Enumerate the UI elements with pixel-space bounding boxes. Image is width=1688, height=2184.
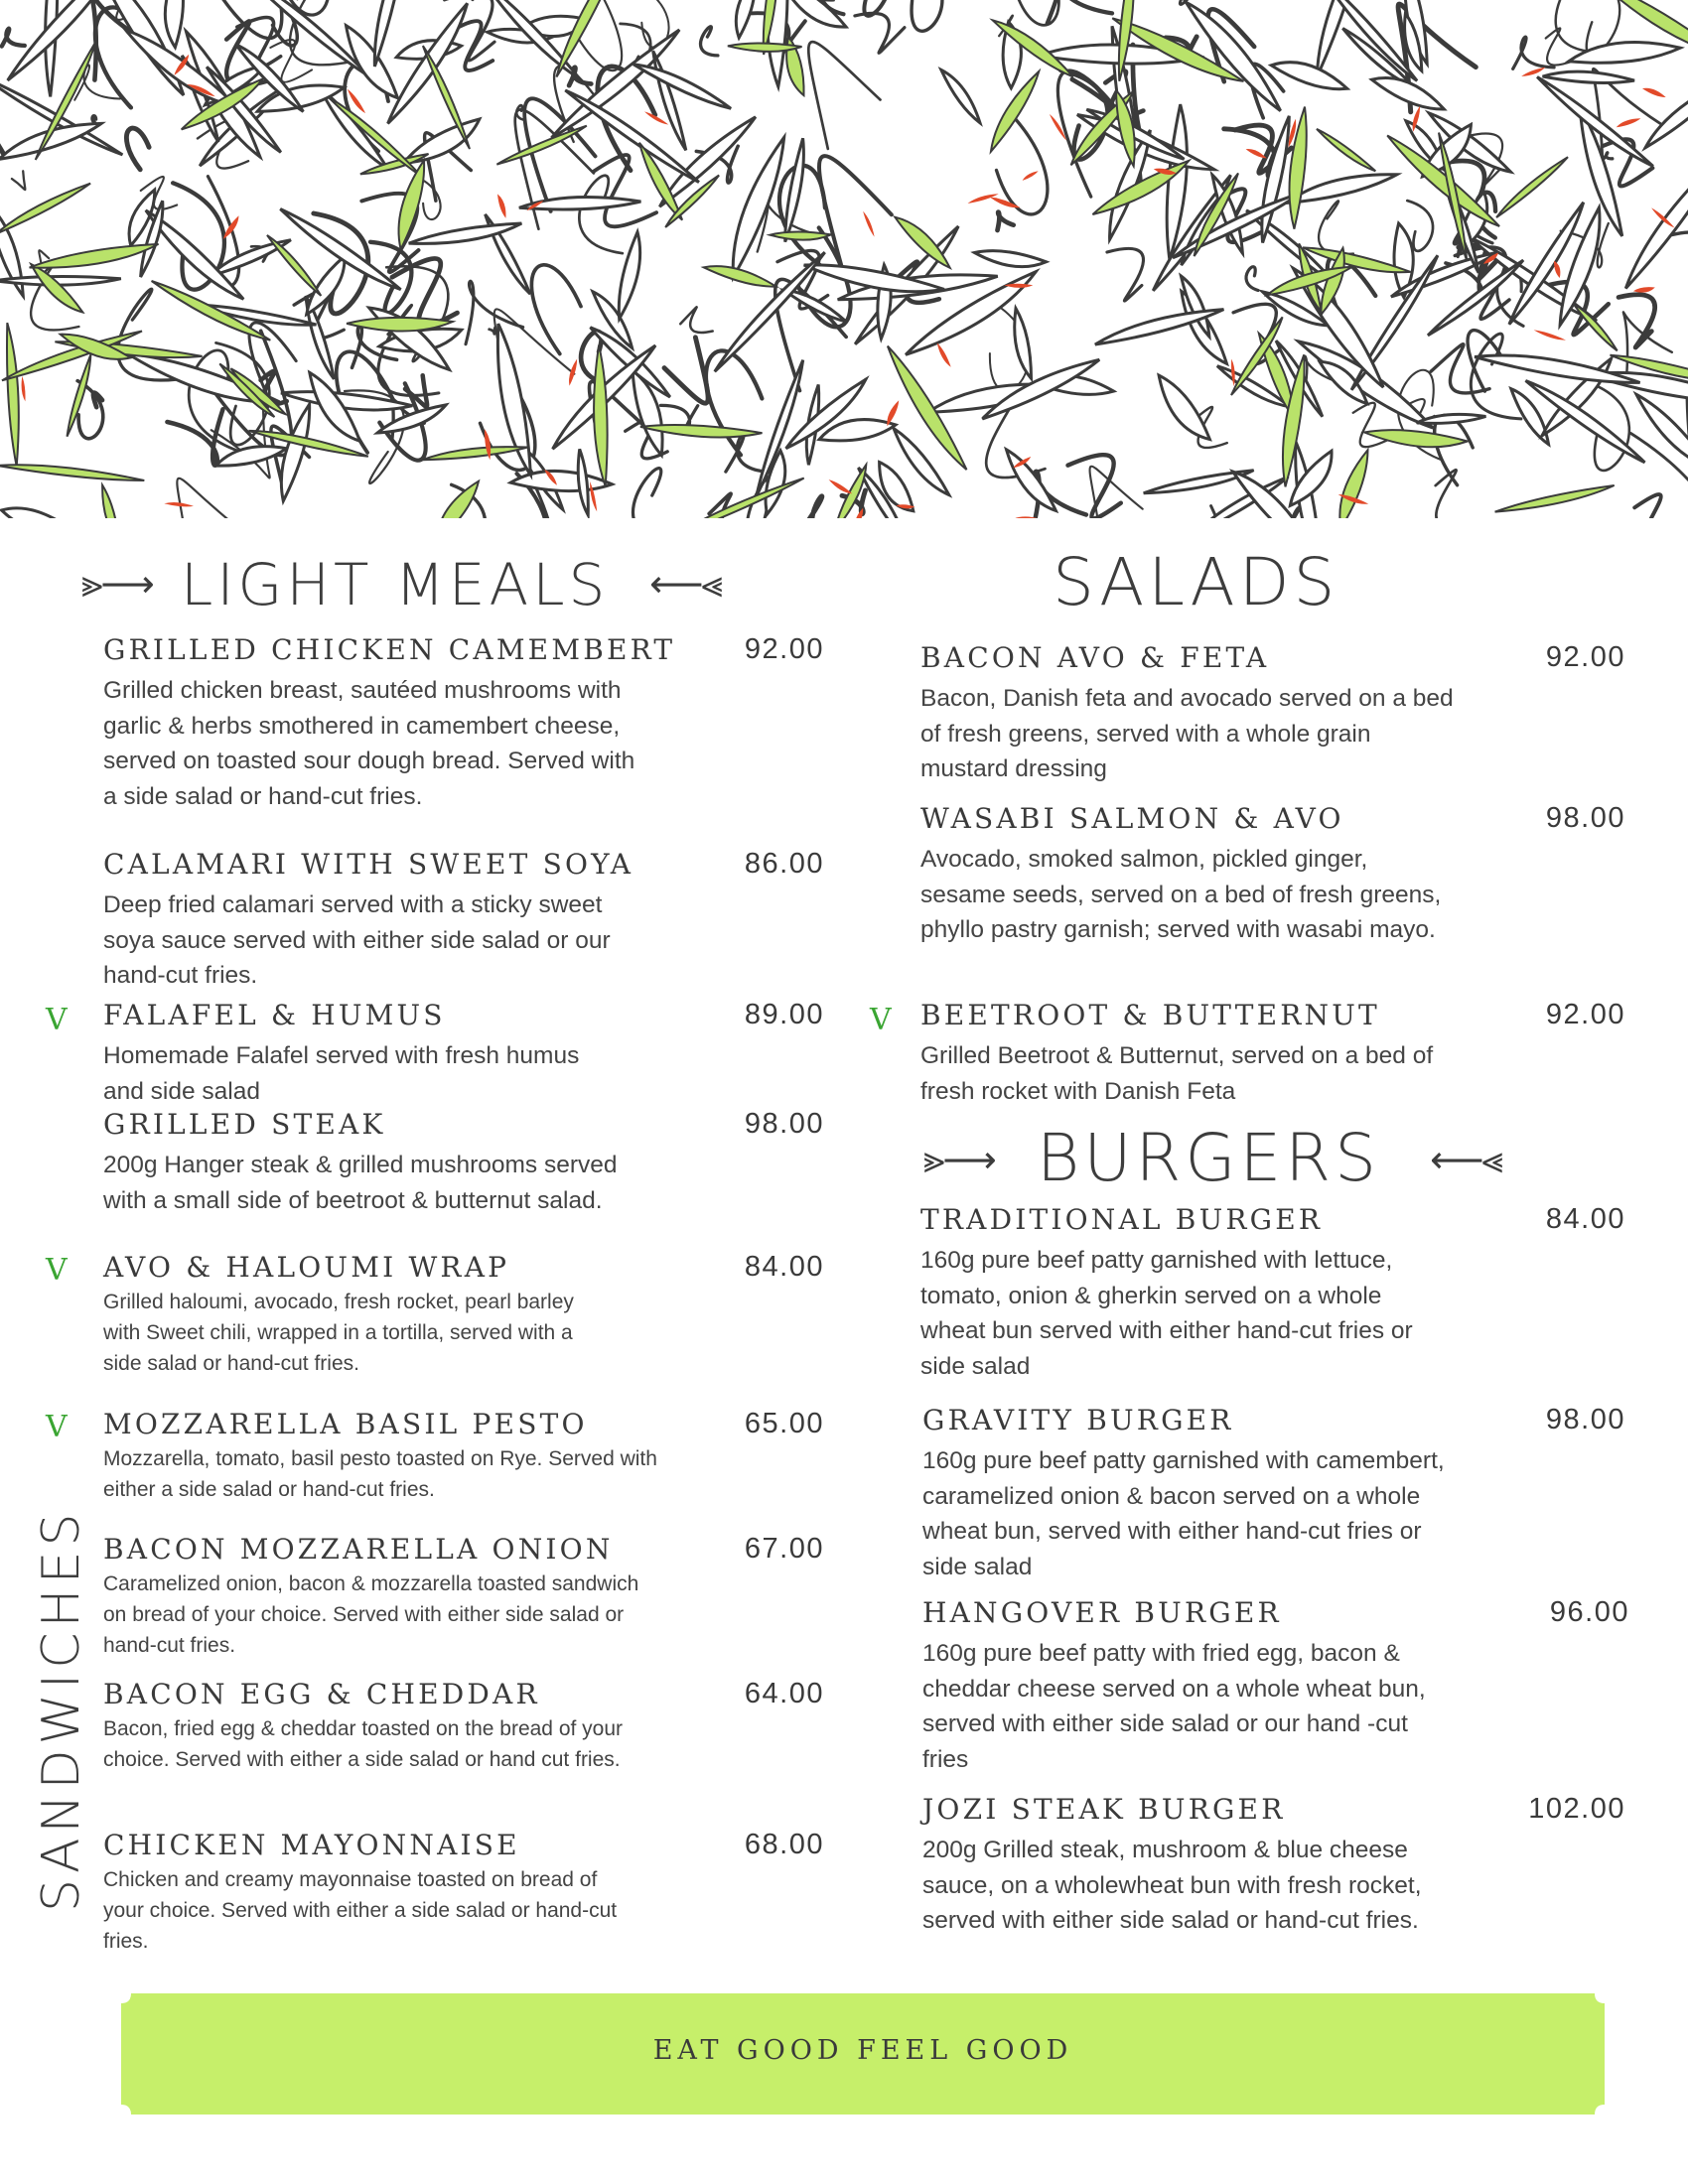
item-name: FALAFEL & HUMUS: [103, 999, 446, 1031]
item-name: HANGOVER BURGER: [922, 1596, 1282, 1629]
item-description: Deep fried calamari served with a sticky sweet soya sauce served with either side salad or our hand-cut fries.: [103, 891, 611, 989]
left-arrow-decoration: ⪢⟶: [81, 562, 153, 606]
item-name: CALAMARI WITH SWEET SOYA: [103, 848, 634, 881]
burgers-heading: BURGERS: [1037, 1120, 1380, 1196]
item-price: 92.00: [1545, 999, 1625, 1030]
item-name: MOZZARELLA BASIL PESTO: [103, 1408, 588, 1440]
item-description: Bacon, fried egg & cheddar toasted on the bread of your choice. Served with either a side salad or hand cut fries.: [103, 1717, 624, 1771]
item-price: 65.00: [744, 1408, 824, 1439]
vegetarian-badge: V: [46, 1003, 68, 1037]
leaf-pattern-banner: [0, 0, 1688, 520]
left-arrow-decoration: ⪢⟶: [923, 1138, 995, 1181]
item-price: 102.00: [1528, 1793, 1625, 1825]
item-name: WASABI SALMON & AVO: [920, 802, 1344, 835]
item-name: GRILLED STEAK: [103, 1108, 386, 1141]
salads-heading: SALADS: [1053, 544, 1339, 620]
item-price: 68.00: [744, 1829, 824, 1860]
item-description: 200g Grilled steak, mushroom & blue cheese sauce, on a wholewheat bun with fresh rocket, served with either side salad or hand-cut fries.: [922, 1837, 1422, 1934]
right-arrow-decoration: ⟵⪡: [1430, 1138, 1501, 1181]
vegetarian-badge: V: [46, 1410, 68, 1444]
item-price: 84.00: [1545, 1203, 1625, 1235]
item-description: Grilled chicken breast, sautéed mushrooms with garlic & herbs smothered in camembert cheese, served on toasted sour dough bread. Served with a side salad or hand-cut fries.: [103, 677, 635, 810]
footer-slogan: EAT GOOD FEEL GOOD: [652, 2035, 1073, 2066]
item-description: Avocado, smoked salmon, pickled ginger, sesame seeds, served on a bed of fresh greens, phyllo pastry garnish; served with wasabi mayo.: [920, 846, 1442, 943]
sandwiches-section-label: SANDWICHES: [32, 1508, 91, 1912]
item-name: BACON MOZZARELLA ONION: [103, 1533, 614, 1566]
item-name: TRADITIONAL BURGER: [920, 1203, 1324, 1236]
item-name: BEETROOT & BUTTERNUT: [920, 999, 1380, 1031]
item-price: 67.00: [744, 1533, 824, 1565]
item-price: 98.00: [744, 1108, 824, 1140]
item-price: 98.00: [1545, 802, 1625, 834]
item-description: 160g pure beef patty garnished with lettuce, tomato, onion & gherkin served on a whole wheat bun served with either hand-cut fries or side salad: [920, 1247, 1413, 1380]
item-description: 160g pure beef patty garnished with camembert, caramelized onion & bacon served on a whole wheat bun, served with either hand-cut fries or side salad: [922, 1447, 1445, 1580]
item-price: 92.00: [1545, 641, 1625, 673]
item-description: Bacon, Danish feta and avocado served on a bed of fresh greens, served with a whole grain mustard dressing: [920, 685, 1454, 782]
item-description: Caramelized onion, bacon & mozzarella toasted sandwich on bread of your choice. Served with either side salad or hand-cut fries.: [103, 1572, 639, 1657]
item-description: Mozzarella, tomato, basil pesto toasted on Rye. Served with either a side salad or hand-cut fries.: [103, 1447, 657, 1501]
item-price: 96.00: [1549, 1596, 1629, 1628]
item-price: 64.00: [744, 1678, 824, 1709]
item-description: 160g pure beef patty with fried egg, bacon & cheddar cheese served on a whole wheat bun, served with either side salad or our hand -cut fries: [922, 1640, 1426, 1773]
item-name: JOZI STEAK BURGER: [922, 1793, 1286, 1826]
item-description: Grilled Beetroot & Butternut, served on a bed of fresh rocket with Danish Feta: [920, 1042, 1434, 1105]
item-name: BACON AVO & FETA: [920, 641, 1270, 674]
vegetarian-badge: V: [870, 1003, 892, 1037]
right-arrow-decoration: ⟵⪡: [649, 562, 721, 606]
leaf-pattern-illustration: [0, 0, 1688, 520]
item-name: AVO & HALOUMI WRAP: [103, 1251, 510, 1284]
item-name: CHICKEN MAYONNAISE: [103, 1829, 520, 1861]
item-price: 92.00: [744, 633, 824, 665]
item-price: 89.00: [744, 999, 824, 1030]
item-price: 86.00: [744, 848, 824, 880]
light-meals-heading: LIGHT MEALS: [181, 551, 610, 618]
item-price: 84.00: [744, 1251, 824, 1283]
item-name: GRILLED CHICKEN CAMEMBERT: [103, 633, 676, 666]
item-name: GRAVITY BURGER: [922, 1404, 1234, 1436]
item-description: 200g Hanger steak & grilled mushrooms served with a small side of beetroot & butternut salad.: [103, 1152, 618, 1214]
item-price: 98.00: [1545, 1404, 1625, 1435]
vegetarian-badge: V: [46, 1253, 68, 1288]
item-name: BACON EGG & CHEDDAR: [103, 1678, 540, 1710]
item-description: Homemade Falafel served with fresh humus and side salad: [103, 1042, 580, 1105]
item-description: Grilled haloumi, avocado, fresh rocket, pearl barley with Sweet chili, wrapped in a tortilla, served with a side salad or hand-cut fries.: [103, 1291, 574, 1375]
item-description: Chicken and creamy mayonnaise toasted on bread of your choice. Served with either a side salad or hand-cut fries.: [103, 1868, 618, 1953]
